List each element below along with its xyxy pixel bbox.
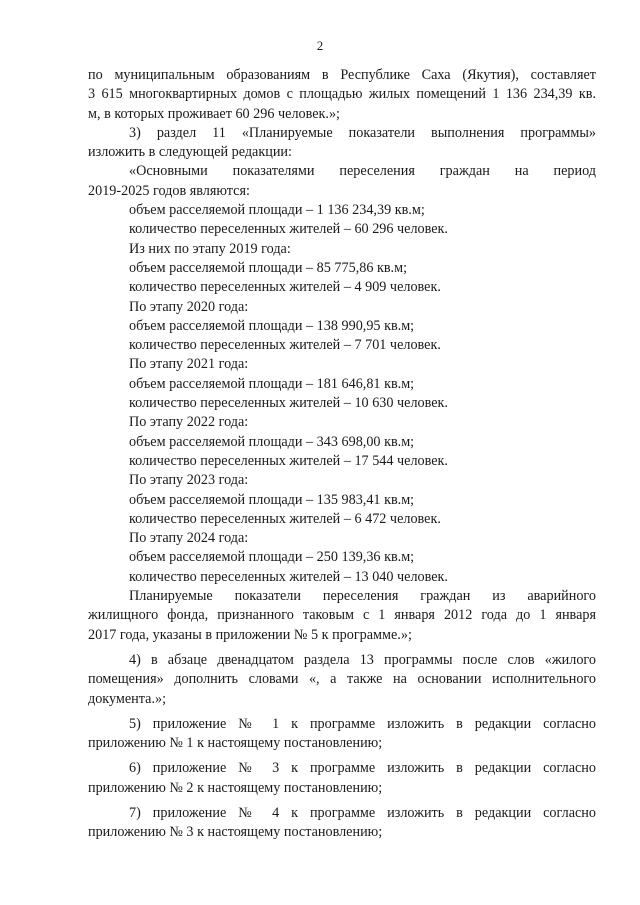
text-line: документа.»; (88, 690, 167, 707)
text-line: количество переселенных жителей – 13 040 человек. (129, 568, 448, 585)
text-line: объем расселяемой площади – 135 983,41 кв.м; (129, 491, 415, 508)
text-line: объем расселяемой площади – 1 136 234,39 кв.м; (129, 202, 425, 219)
text-line: объем расселяемой площади – 181 646,81 кв.м; (129, 375, 415, 392)
text-line: по муниципальным образованиям в Республике Саха (Якутия), составляет (88, 67, 596, 83)
text-line: По этапу 2024 года: (129, 530, 249, 547)
text-line: количество переселенных жителей – 17 544 человек. (129, 452, 448, 469)
text-line: объем расселяемой площади – 85 775,86 кв.м; (129, 259, 408, 276)
page-number: 2 (316, 38, 324, 53)
text-line: По этапу 2021 года: (129, 356, 249, 373)
text-line: изложить в следующей редакции: (88, 144, 292, 161)
text-line: 4) в абзаце двенадцатом раздела 13 программы после слов «жилого (129, 651, 596, 668)
text-line: приложению № 2 к настоящему постановлению; (88, 779, 383, 796)
text-line: объем расселяемой площади – 250 139,36 кв.м; (129, 549, 415, 566)
text-line: По этапу 2023 года: (129, 472, 249, 489)
text-line: приложению № 3 к настоящему постановлению; (88, 824, 383, 841)
text-line: количество переселенных жителей – 10 630 человек. (129, 395, 448, 412)
text-line: 5) приложение № 1 к программе изложить в редакции согласно (129, 715, 596, 732)
text-line: 3) раздел 11 «Планируемые показатели выполнения программы» (129, 124, 596, 141)
text-line: «Основными показателями переселения граждан на период (129, 163, 596, 180)
text-line: помещения» дополнить словами «, а также на основании исполнительного (88, 671, 596, 688)
text-line: 6) приложение № 3 к программе изложить в редакции согласно (129, 760, 596, 777)
text-line: 7) приложение № 4 к программе изложить в редакции согласно (129, 804, 596, 821)
text-line: объем расселяемой площади – 343 698,00 кв.м; (129, 433, 415, 450)
text-line: Планируемые показатели переселения граждан из аварийного (129, 588, 596, 605)
text-line: По этапу 2022 года: (129, 414, 249, 431)
text-line: количество переселенных жителей – 6 472 человек. (129, 510, 441, 527)
text-line: м, в которых проживает 60 296 человек.»; (88, 105, 340, 122)
text-line: количество переселенных жителей – 7 701 человек. (129, 337, 441, 354)
text-line: 2019-2025 годов являются: (88, 182, 250, 199)
text-line: По этапу 2020 года: (129, 298, 249, 315)
text-line: жилищного фонда, признанного таковым с 1 января 2012 года до 1 января (88, 607, 596, 624)
text-line: 2017 года, указаны в приложении № 5 к программе.»; (88, 626, 412, 643)
text-line: количество переселенных жителей – 4 909 человек. (129, 279, 441, 296)
text-line: количество переселенных жителей – 60 296 человек. (129, 221, 448, 238)
text-line: 3 615 многоквартирных домов с площадью жилых помещений 1 136 234,39 кв. (88, 86, 596, 103)
text-line: Из них по этапу 2019 года: (129, 240, 291, 257)
text-line: объем расселяемой площади – 138 990,95 кв.м; (129, 317, 415, 334)
document-body (88, 66, 596, 843)
text-line: приложению № 1 к настоящему постановлению; (88, 735, 383, 752)
